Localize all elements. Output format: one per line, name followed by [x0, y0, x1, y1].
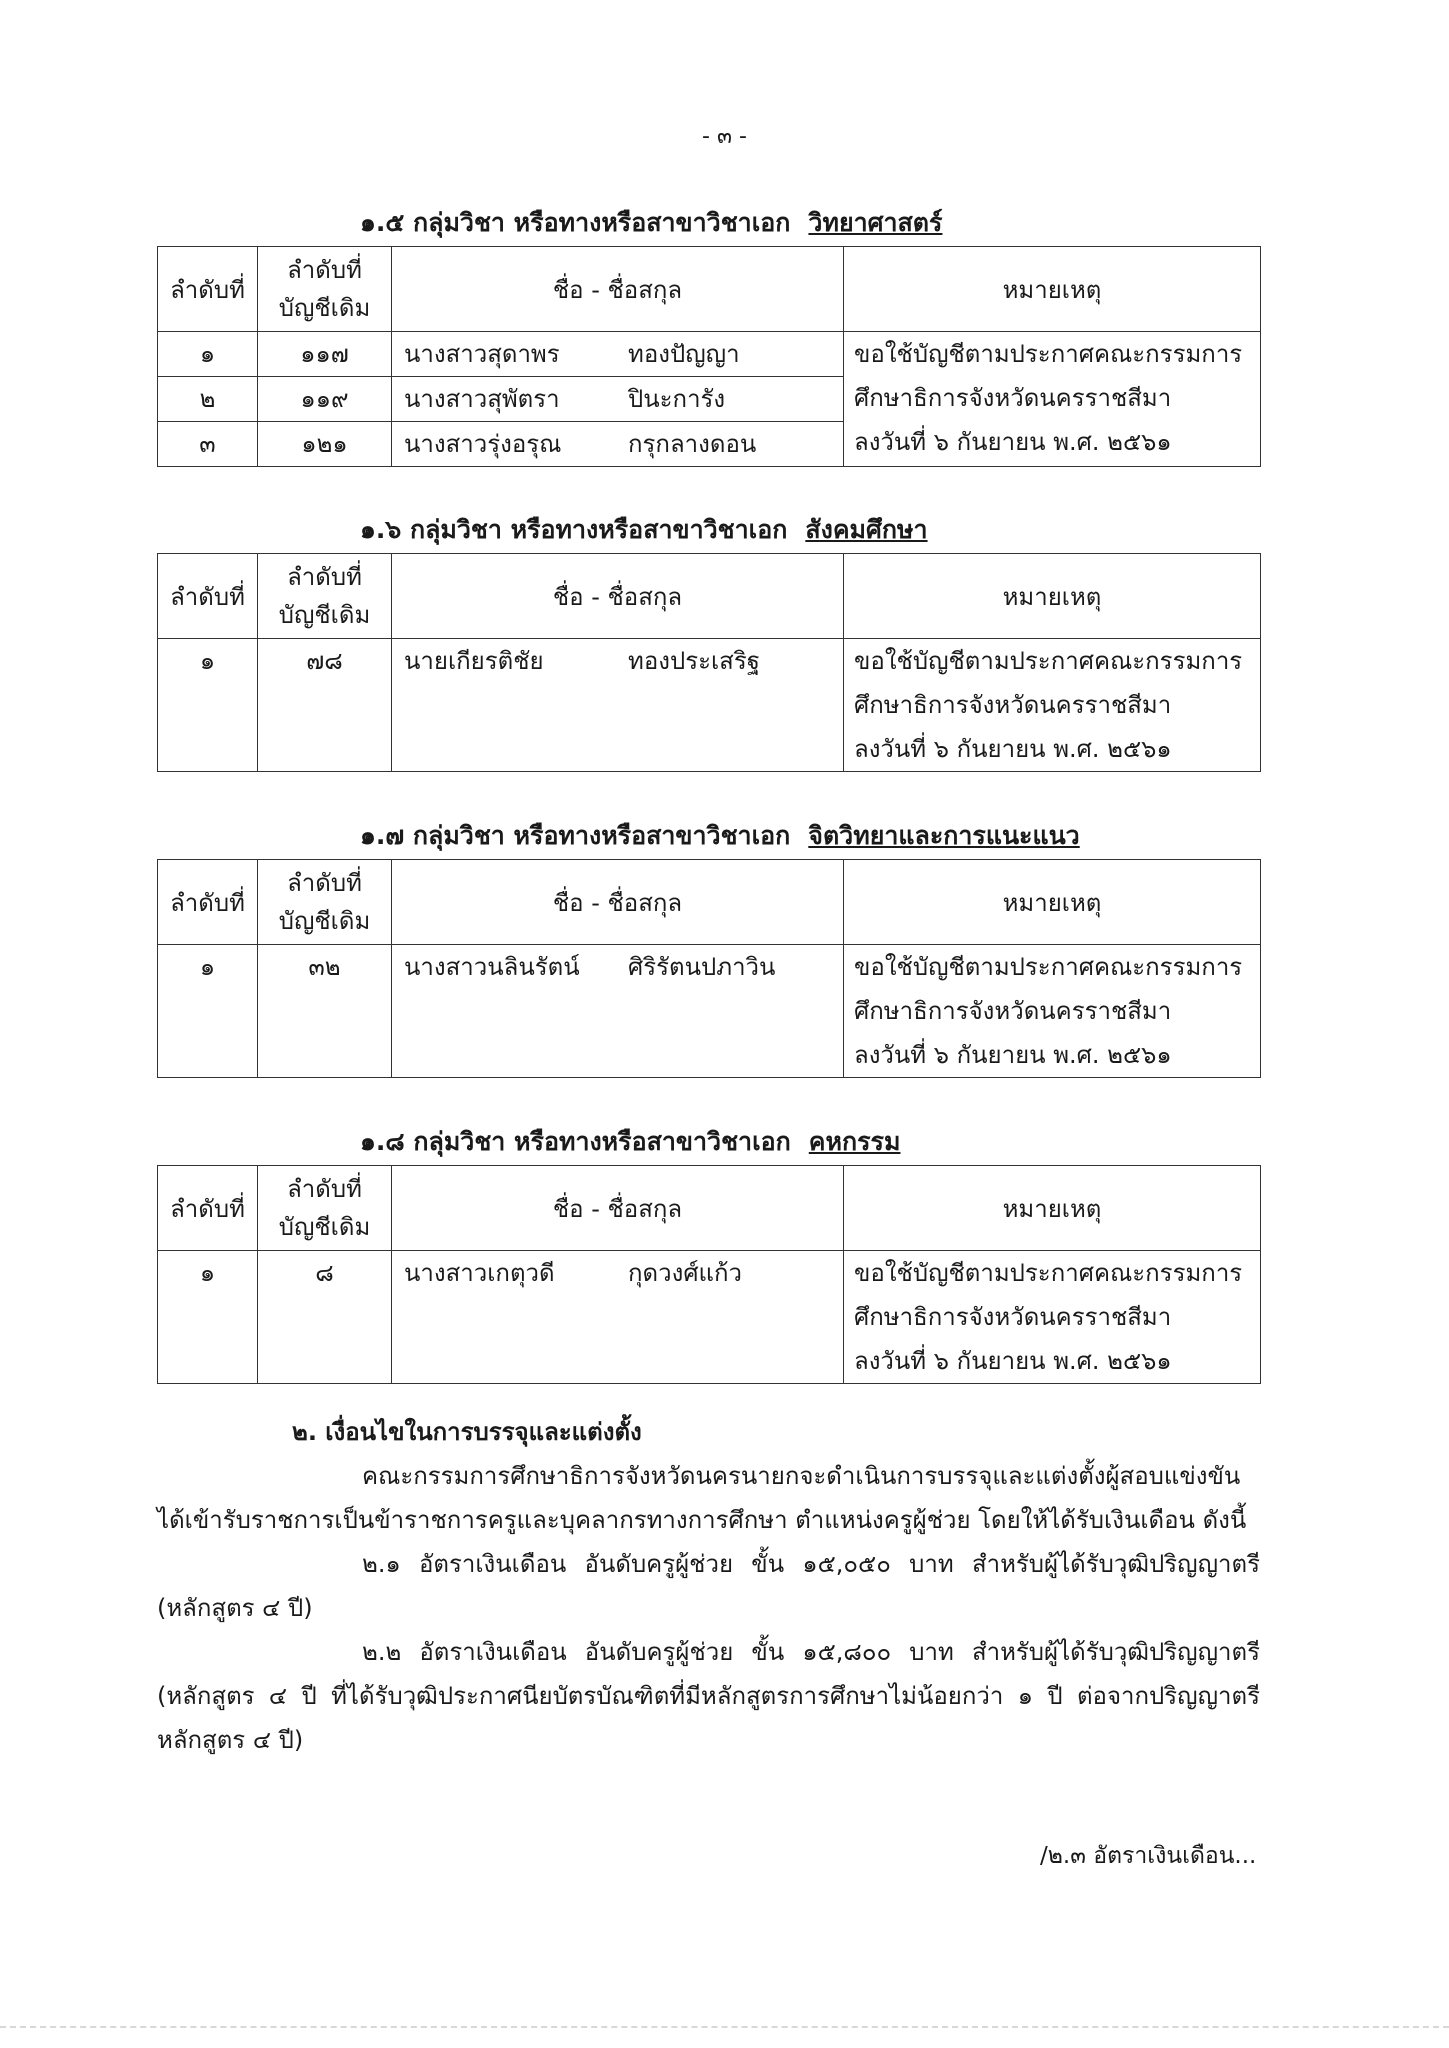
first-name: นางสาวนลินรัตน์	[404, 953, 580, 981]
orig-rank-cell	[258, 332, 392, 467]
first-name: นางสาวรุ่งอรุณ	[404, 430, 562, 458]
remarks-cell	[844, 945, 1261, 1078]
section-heading	[157, 200, 1260, 246]
remarks-line: ลงวันที่ ๖ กันยายน พ.ศ. ๒๕๖๑	[854, 735, 1172, 763]
rank-value: ๑	[199, 953, 216, 981]
section-psychology-guidance	[157, 813, 1260, 1078]
roster-table	[157, 1165, 1261, 1384]
table-header-row	[158, 1166, 1261, 1251]
section-subject: คหกรรม	[808, 1127, 901, 1156]
header-remarks: หมายเหตุ	[844, 1166, 1261, 1251]
section-social-studies	[157, 507, 1260, 772]
conditions-section	[157, 1410, 1260, 1762]
remarks-line: ขอใช้บัญชีตามประกาศคณะกรรมการ	[854, 1259, 1243, 1287]
header-orig-rank-line1: ลำดับที่	[287, 1175, 362, 1203]
section-home-economics	[157, 1119, 1260, 1384]
page-number: - ๓ -	[702, 124, 747, 149]
remarks-line: ขอใช้บัญชีตามประกาศคณะกรรมการ	[854, 953, 1243, 981]
section-heading-text: ๑.๘ กลุ่มวิชา หรือทางหรือสาขาวิชาเอก	[360, 1127, 791, 1156]
name-cell	[392, 332, 844, 467]
section-heading-text: ๑.๖ กลุ่มวิชา หรือทางหรือสาขาวิชาเอก	[360, 515, 788, 544]
header-orig-rank	[258, 554, 392, 639]
name-cell	[392, 1251, 844, 1384]
orig-rank-value: ๑๑๙	[258, 376, 391, 421]
orig-rank-cell	[258, 639, 392, 772]
header-orig-rank-line2: บัญชีเดิม	[278, 294, 371, 322]
page-bottom-rule	[0, 2026, 1449, 2028]
header-rank: ลำดับที่	[158, 1166, 258, 1251]
remarks-line: ลงวันที่ ๖ กันยายน พ.ศ. ๒๕๖๑	[854, 1347, 1172, 1375]
conditions-intro: คณะกรรมการศึกษาธิการจังหวัดนครนายกจะดำเนินการบรรจุและแต่งตั้งผู้สอบแข่งขันได้เข้ารับราชการเป็นข้าราชการครูและบุคลากรทางการศึกษา ตำแหน่งครูผู้ช่วย โดยให้ได้รับเงินเดือน ดังนี้	[157, 1462, 1247, 1534]
section-heading-text: ๑.๗ กลุ่มวิชา หรือทางหรือสาขาวิชาเอก	[360, 821, 791, 850]
orig-rank-value: ๑๒๑	[258, 421, 391, 466]
orig-rank-value: ๘	[315, 1259, 334, 1287]
last-name: ศิริรัตนปภาวิน	[628, 953, 776, 981]
header-rank: ลำดับที่	[158, 554, 258, 639]
remarks-cell	[844, 332, 1261, 467]
remarks-line: ลงวันที่ ๖ กันยายน พ.ศ. ๒๕๖๑	[854, 428, 1172, 456]
header-name: ชื่อ - ชื่อสกุล	[392, 247, 844, 332]
rank-cell	[158, 1251, 258, 1384]
name-cell	[392, 945, 844, 1078]
rank-value: ๑	[199, 647, 216, 675]
header-orig-rank	[258, 247, 392, 332]
conditions-heading: ๒. เงื่อนไขในการบรรจุและแต่งตั้ง	[292, 1418, 642, 1446]
section-heading-text: ๑.๕ กลุ่มวิชา หรือทางหรือสาขาวิชาเอก	[360, 208, 791, 237]
orig-rank-cell	[258, 945, 392, 1078]
salary-item-1: ๒.๑ อัตราเงินเดือน อันดับครูผู้ช่วย ขั้น ๑๕,๐๕๐ บาท สำหรับผู้ได้รับวุฒิปริญญาตรี (หลักสูตร ๔ ปี)	[157, 1550, 1260, 1622]
first-name: นางสาวสุดาพร	[404, 340, 560, 368]
table-header-row	[158, 247, 1261, 332]
header-orig-rank-line1: ลำดับที่	[287, 256, 362, 284]
last-name: ทองประเสริฐ	[628, 647, 760, 675]
header-name: ชื่อ - ชื่อสกุล	[392, 1166, 844, 1251]
remarks-cell	[844, 1251, 1261, 1384]
roster-table	[157, 553, 1261, 772]
rank-cell	[158, 945, 258, 1078]
header-orig-rank-line2: บัญชีเดิม	[278, 907, 371, 935]
remarks-line: ศึกษาธิการจังหวัดนครราชสีมา	[854, 1303, 1172, 1331]
orig-rank-value: ๓๒	[308, 953, 341, 981]
remarks-line: ศึกษาธิการจังหวัดนครราชสีมา	[854, 691, 1172, 719]
header-name: ชื่อ - ชื่อสกุล	[392, 860, 844, 945]
first-name: นางสาวเกตุวดี	[404, 1259, 555, 1287]
table-row	[158, 639, 1261, 772]
orig-rank-cell	[258, 1251, 392, 1384]
header-orig-rank	[258, 1166, 392, 1251]
orig-rank-value: ๗๘	[306, 647, 343, 675]
header-remarks: หมายเหตุ	[844, 860, 1261, 945]
header-rank: ลำดับที่	[158, 860, 258, 945]
first-name: นางสาวสุพัตรา	[404, 385, 560, 413]
section-heading	[157, 507, 1260, 553]
salary-item-2: ๒.๒ อัตราเงินเดือน อันดับครูผู้ช่วย ขั้น ๑๕,๘๐๐ บาท สำหรับผู้ได้รับวุฒิปริญญาตรี (หลักสูตร ๔ ปี ที่ได้รับวุฒิประกาศนียบัตรบัณฑิตที่มีหลักสูตรการศึกษาไม่น้อยกว่า ๑ ปี ต่อจากปริญญาตรี หลักสูตร ๔ ปี)	[157, 1638, 1260, 1754]
last-name: ทองปัญญา	[628, 340, 740, 368]
orig-rank-value: ๑๑๗	[300, 340, 349, 368]
table-row	[158, 1251, 1261, 1384]
last-name: กุดวงศ์แก้ว	[628, 1259, 743, 1287]
table-header-row	[158, 554, 1261, 639]
header-orig-rank-line1: ลำดับที่	[287, 563, 362, 591]
header-orig-rank-line1: ลำดับที่	[287, 869, 362, 897]
table-row	[158, 332, 1261, 467]
remarks-line: ลงวันที่ ๖ กันยายน พ.ศ. ๒๕๖๑	[854, 1041, 1172, 1069]
roster-table	[157, 246, 1261, 467]
section-subject: วิทยาศาสตร์	[808, 208, 943, 237]
table-row	[158, 945, 1261, 1078]
header-orig-rank-line2: บัญชีเดิม	[278, 1213, 371, 1241]
header-remarks: หมายเหตุ	[844, 247, 1261, 332]
remarks-line: ขอใช้บัญชีตามประกาศคณะกรรมการ	[854, 340, 1243, 368]
rank-cell	[158, 332, 258, 467]
rank-value: ๑	[199, 1259, 216, 1287]
section-heading	[157, 813, 1260, 859]
section-subject: สังคมศึกษา	[805, 515, 928, 544]
first-name: นายเกียรติชัย	[404, 647, 544, 675]
last-name: กรุกลางดอน	[628, 430, 757, 458]
rank-value: ๒	[158, 376, 257, 421]
continuation-note: /๒.๓ อัตราเงินเดือน...	[1040, 1843, 1257, 1869]
header-remarks: หมายเหตุ	[844, 554, 1261, 639]
name-cell	[392, 639, 844, 772]
rank-cell	[158, 639, 258, 772]
section-science	[157, 200, 1260, 467]
last-name: ปินะการัง	[628, 385, 726, 413]
section-heading	[157, 1119, 1260, 1165]
rank-value: ๓	[158, 421, 257, 466]
remarks-cell	[844, 639, 1261, 772]
roster-table	[157, 859, 1261, 1078]
remarks-line: ศึกษาธิการจังหวัดนครราชสีมา	[854, 997, 1172, 1025]
table-header-row	[158, 860, 1261, 945]
header-orig-rank-line2: บัญชีเดิม	[278, 601, 371, 629]
rank-value: ๑	[199, 340, 216, 368]
header-orig-rank	[258, 860, 392, 945]
remarks-line: ศึกษาธิการจังหวัดนครราชสีมา	[854, 384, 1172, 412]
section-subject: จิตวิทยาและการแนะแนว	[808, 821, 1080, 850]
header-name: ชื่อ - ชื่อสกุล	[392, 554, 844, 639]
remarks-line: ขอใช้บัญชีตามประกาศคณะกรรมการ	[854, 647, 1243, 675]
header-rank: ลำดับที่	[158, 247, 258, 332]
